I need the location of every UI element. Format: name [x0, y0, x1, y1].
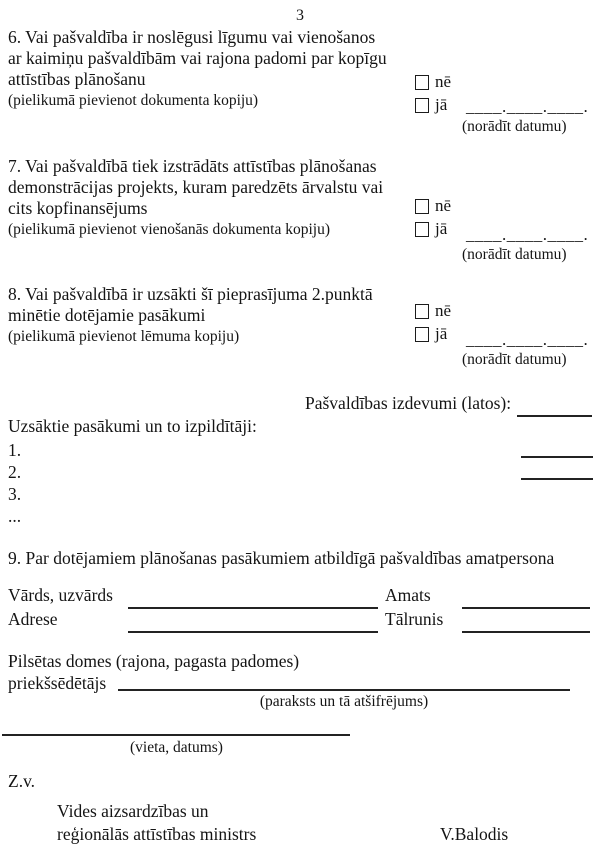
checkbox-q8-no[interactable]: [415, 304, 429, 319]
measures-title: Uzsāktie pasākumi un to izpildītāji:: [8, 416, 257, 436]
question-6-line-2: ar kaimiņu pašvaldībām vai rajona padomi par kopīgu: [8, 48, 387, 68]
minister-title: [57, 800, 256, 846]
date-blank-q7[interactable]: ____.____.____.: [466, 225, 589, 244]
measure-item-2: 2.: [8, 462, 22, 482]
question-6-options: [415, 74, 451, 113]
question-6-option-yes: [415, 97, 451, 113]
date-caption-q7: (norādīt datumu): [462, 246, 567, 263]
date-blank-q8[interactable]: ____.____.____.: [466, 330, 589, 349]
question-7-option-yes: [415, 221, 451, 237]
question-7-line-1: 7. Vai pašvaldībā tiek izstrādāts attīstības plānošanas: [8, 156, 377, 176]
fill-line-address[interactable]: [128, 631, 378, 633]
question-8-options: [415, 303, 451, 342]
question-8-text: [8, 284, 373, 346]
question-7-line-2: demonstrācijas projekts, kuram paredzēts ārvalstu vai: [8, 177, 384, 197]
checkbox-q7-no-label: nē: [435, 196, 452, 215]
minister-signature: V.Balodis: [440, 824, 509, 844]
fill-line-phone[interactable]: [462, 631, 590, 633]
expenses-label: Pašvaldības izdevumi (latos):: [305, 393, 512, 413]
checkbox-q7-yes[interactable]: [415, 222, 429, 237]
chairman-line-1: Pilsētas domes (rajona, pagasta padomes): [8, 651, 300, 671]
measures-list: [8, 439, 21, 527]
position-label: Amats: [385, 585, 431, 605]
question-6-text: [8, 27, 387, 110]
checkbox-q7-yes-label: jā: [435, 219, 448, 238]
page-number: 3: [296, 7, 304, 24]
minister-title-line-1: Vides aizsardzības un: [57, 801, 209, 821]
checkbox-q7-no[interactable]: [415, 199, 429, 214]
question-6-date-field: [462, 98, 588, 136]
name-label: Vārds, uzvārds: [8, 585, 113, 605]
date-blank-q6[interactable]: ____.____.____.: [466, 97, 589, 116]
question-7-note: (pielikumā pievienot vienošanās dokumenta kopiju): [8, 221, 330, 238]
place-date-caption: (vieta, datums): [130, 739, 223, 756]
measure-item-1: 1.: [8, 440, 22, 460]
question-6-line-1: 6. Vai pašvaldība ir noslēgusi līgumu vai vienošanos: [8, 27, 376, 47]
question-6-line-3: attīstības plānošanu: [8, 69, 146, 89]
question-7-options: [415, 198, 451, 237]
checkbox-q8-yes[interactable]: [415, 327, 429, 342]
question-6-option-no: [415, 74, 451, 90]
question-8-note: (pielikumā pievienot lēmuma kopiju): [8, 328, 240, 345]
question-6-note: (pielikumā pievienot dokumenta kopiju): [8, 92, 259, 109]
measure-item-3: 3.: [8, 484, 22, 504]
question-8-line-2: minētie dotējamie pasākumi: [8, 305, 206, 325]
fill-line-place-date[interactable]: [2, 734, 350, 736]
question-8-option-yes: [415, 326, 451, 342]
chairman-signature-caption: (paraksts un tā atšifrējums): [259, 693, 429, 710]
question-7-text: [8, 156, 383, 239]
fill-line-expenses[interactable]: [517, 415, 592, 417]
checkbox-q8-no-label: nē: [435, 301, 452, 320]
fill-line-chairman-signature[interactable]: [118, 689, 570, 691]
minister-title-line-2: reģionālās attīstības ministrs: [57, 824, 257, 844]
question-7-option-no: [415, 198, 451, 214]
question-8-line-1: 8. Vai pašvaldībā ir uzsākti šī pieprasījuma 2.punktā: [8, 284, 373, 304]
fill-line-position[interactable]: [462, 607, 590, 609]
seal-label: Z.v.: [8, 771, 36, 791]
date-caption-q8: (norādīt datumu): [462, 351, 567, 368]
chairman-line-2: priekšsēdētājs: [8, 673, 107, 693]
question-7-date-field: [462, 226, 588, 264]
checkbox-q6-no-label: nē: [435, 72, 452, 91]
checkbox-q8-yes-label: jā: [435, 324, 448, 343]
question-8-option-no: [415, 303, 451, 319]
checkbox-q6-yes[interactable]: [415, 98, 429, 113]
address-label: Adrese: [8, 609, 58, 629]
responsible-heading: 9. Par dotējamiem plānošanas pasākumiem atbildīgā pašvaldības amatpersona: [8, 548, 555, 568]
measure-item-ellipsis: ...: [8, 506, 22, 526]
question-7-line-3: cits kopfinansējums: [8, 198, 148, 218]
date-caption-q6: (norādīt datumu): [462, 118, 567, 135]
fill-line-measure-2[interactable]: [521, 478, 593, 480]
phone-label: Tālrunis: [385, 609, 444, 629]
fill-line-measure-1[interactable]: [521, 456, 593, 458]
fill-line-name[interactable]: [128, 607, 378, 609]
checkbox-q6-yes-label: jā: [435, 95, 448, 114]
question-8-date-field: [462, 331, 588, 369]
checkbox-q6-no[interactable]: [415, 75, 429, 90]
